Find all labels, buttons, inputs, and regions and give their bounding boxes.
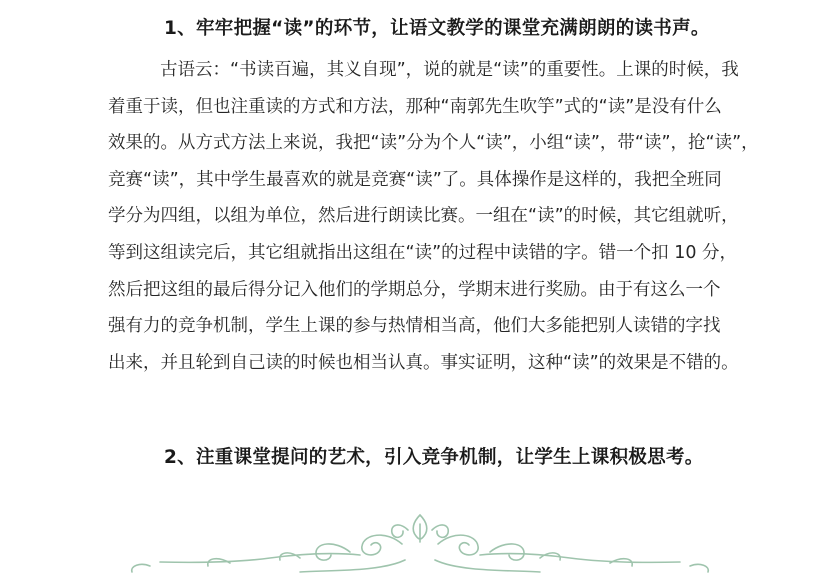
paragraph-line: 着重于读，但也注重读的方式和方法，那种“南郭先生吹竽”式的“读”是没有什么	[108, 96, 722, 117]
paragraph-line: 然后把这组的最后得分记入他们的学期总分，学期末进行奖励。由于有这么一个	[108, 279, 721, 300]
paragraph-line: 强有力的竞争机制，学生上课的参与热情相当高，他们大多能把别人读错的字找	[108, 316, 721, 337]
body-paragraph	[108, 52, 759, 381]
section-heading-2: 2、注重课堂提问的艺术，引入竞争机制，让学生上课积极思考。	[164, 447, 704, 468]
decorative-scroll-ornament	[0, 500, 840, 575]
paragraph-line: 学分为四组，以组为单位，然后进行朗读比赛。一组在“读”的时候，其它组就听，	[108, 206, 739, 227]
paragraph-line: 古语云：“书读百遍，其义自现”，说的就是“读”的重要性。上课的时候，我	[160, 60, 739, 80]
section-heading-1: 1、牢牢把握“读”的环节，让语文教学的课堂充满朗朗的读书声。	[164, 18, 710, 39]
paragraph-line: 等到这组读完后，其它组就指出这组在“读”的过程中读错的字。错一个扣 10 分，	[108, 242, 738, 263]
paragraph-line: 出来，并且轮到自己读的时候也相当认真。事实证明，这种“读”的效果是不错的。	[108, 352, 739, 373]
paragraph-line: 效果的。从方式方法上来说，我把“读”分为个人“读”，小组“读”，带“读”，抢“读”，	[108, 133, 759, 154]
paragraph-line: 竞赛“读”，其中学生最喜欢的就是竞赛“读”了。具体操作是这样的，我把全班同	[108, 169, 722, 190]
